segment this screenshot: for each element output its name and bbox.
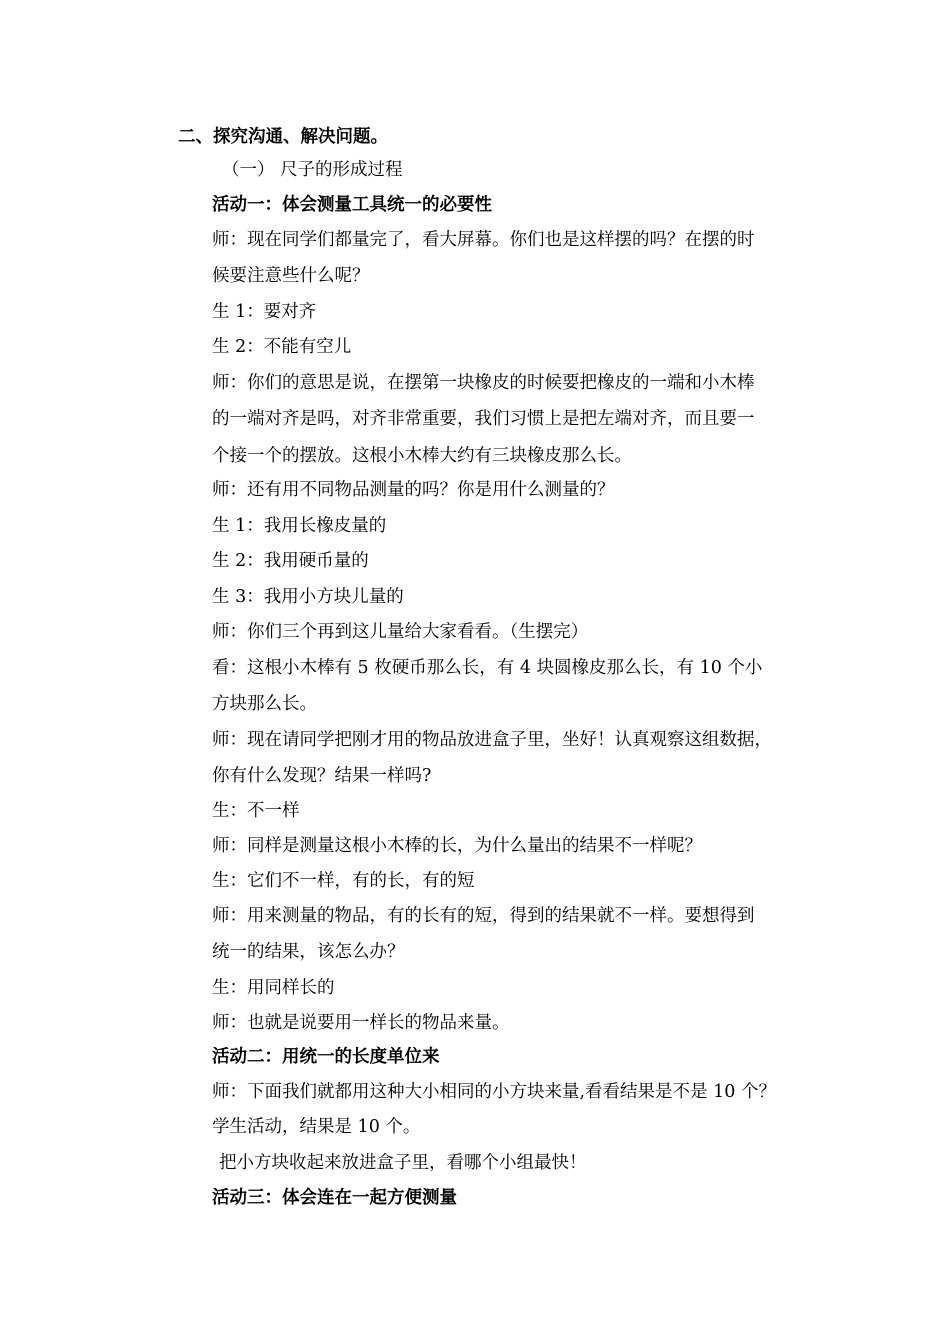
paragraph-line: 师：用来测量的物品，有的长有的短，得到的结果就不一样。要想得到 (212, 906, 755, 926)
paragraph-line: 生 2：不能有空儿 (212, 337, 352, 357)
paragraph-line: 师：同样是测量这根小木棒的长，为什么量出的结果不一样呢？ (212, 836, 702, 856)
activity-heading-2: 活动二：用统一的长度单位来 (212, 1047, 440, 1067)
paragraph-line: 生 3：我用小方块儿量的 (212, 587, 404, 607)
paragraph-line: 的一端对齐是吗，对齐非常重要，我们习惯上是把左端对齐，而且要一 (212, 409, 755, 429)
paragraph-line: 看：这根小木棒有 5 枚硬币那么长，有 4 块圆橡皮那么长，有 10 个小 (212, 658, 763, 678)
paragraph-line: 师：还有用不同物品测量的吗？你是用什么测量的？ (212, 480, 615, 500)
subsection-heading: （一） 尺子的形成过程 (222, 160, 403, 180)
paragraph-line: 师：你们的意思是说，在摆第一块橡皮的时候要把橡皮的一端和小木棒 (212, 373, 755, 393)
activity-heading-3: 活动三：体会连在一起方便测量 (212, 1188, 457, 1208)
paragraph-line: 生：不一样 (212, 801, 300, 821)
paragraph-line: 生 2：我用硬币量的 (212, 551, 369, 571)
paragraph-line: 候要注意些什么呢？ (212, 266, 370, 286)
paragraph-line: 生：用同样长的 (212, 978, 335, 998)
paragraph-line: 个接一个的摆放。这根小木棒大约有三块橡皮那么长。 (212, 446, 632, 466)
paragraph-line: 生 1：我用长橡皮量的 (212, 516, 387, 536)
paragraph-line: 你有什么发现？结果一样吗? (212, 766, 432, 786)
paragraph-line: 师：你们三个再到这儿量给大家看看。（生摆完） (212, 622, 589, 642)
paragraph-line: 师：也就是说要用一样长的物品来量。 (212, 1013, 510, 1033)
paragraph-line: 师：现在请同学把刚才用的物品放进盒子里，坐好！认真观察这组数据， (212, 730, 772, 750)
section-heading: 二、探究沟通、解决问题。 (178, 127, 388, 147)
activity-heading-1: 活动一：体会测量工具统一的必要性 (212, 195, 492, 215)
paragraph-line: 师：现在同学们都量完了，看大屏幕。你们也是这样摆的吗？在摆的时 (212, 230, 755, 250)
paragraph-line: 师：下面我们就都用这种大小相同的小方块来量,看看结果是不是 10 个？ (212, 1082, 776, 1102)
paragraph-line: 方块那么长。 (212, 694, 317, 714)
paragraph-line: 生：它们不一样，有的长，有的短 (212, 871, 475, 891)
paragraph-line: 生 1：要对齐 (212, 302, 317, 322)
paragraph-line: 统一的结果，该怎么办？ (212, 942, 405, 962)
paragraph-line: 把小方块收起来放进盒子里，看哪个小组最快！ (219, 1153, 587, 1173)
paragraph-line: 学生活动，结果是 10 个。 (212, 1117, 421, 1137)
